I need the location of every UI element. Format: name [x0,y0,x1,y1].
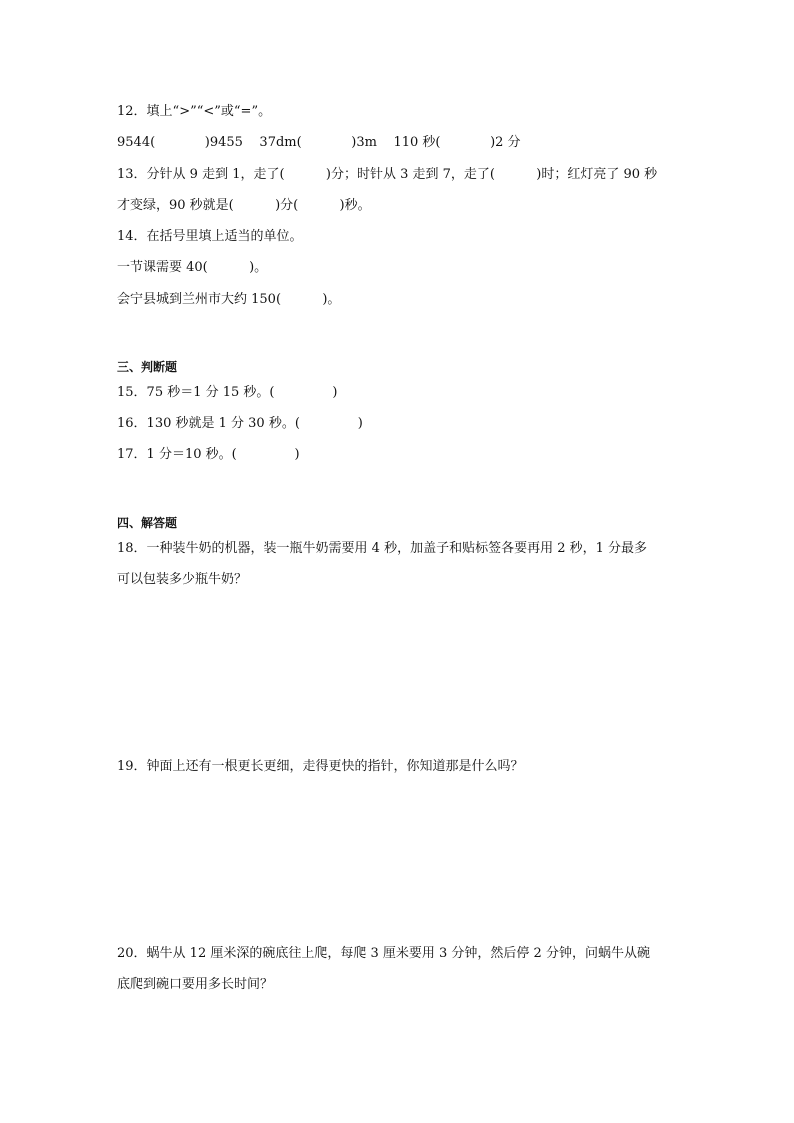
q13-line-1: 13．分针从 9 走到 1，走了( )分；时针从 3 走到 7，走了( )时；红灯亮了 90 秒 [117,167,658,182]
q15: 15．75 秒＝1 分 15 秒。( ) [117,385,338,400]
q14-title: 14．在括号里填上适当的单位。 [117,229,303,244]
q12-title: 12．填上“>”“<”或“=”。 [117,104,272,119]
q17: 17．1 分＝10 秒。( ) [117,447,300,462]
q18-line-1: 18．一种装牛奶的机器，装一瓶牛奶需要用 4 秒，加盖子和贴标签各要再用 2 秒，1 分最多 [117,541,648,556]
section-4-heading: 四、解答题 [117,516,178,530]
q20-line-2: 底爬到碗口要用多长时间？ [117,977,274,992]
q20-line-1: 20．蜗牛从 12 厘米深的碗底往上爬，每爬 3 厘米要用 3 分钟，然后停 2 分钟，问蜗牛从碗 [117,946,650,961]
q19: 19．钟面上还有一根更长更细，走得更快的指针，你知道那是什么吗？ [117,759,524,774]
q16: 16．130 秒就是 1 分 30 秒。( ) [117,416,363,431]
q14-item-2: 会宁县城到兰州市大约 150( )。 [117,292,341,307]
section-3-heading: 三、判断题 [117,360,178,374]
q13-line-2: 才变绿，90 秒就是( )分( )秒。 [117,198,371,213]
q14-item-1: 一节课需要 40( )。 [117,260,268,275]
q12-comparison-line: 9544( )9455 37dm( )3m 110 秒( )2 分 [117,135,521,150]
q18-line-2: 可以包装多少瓶牛奶？ [117,572,248,587]
